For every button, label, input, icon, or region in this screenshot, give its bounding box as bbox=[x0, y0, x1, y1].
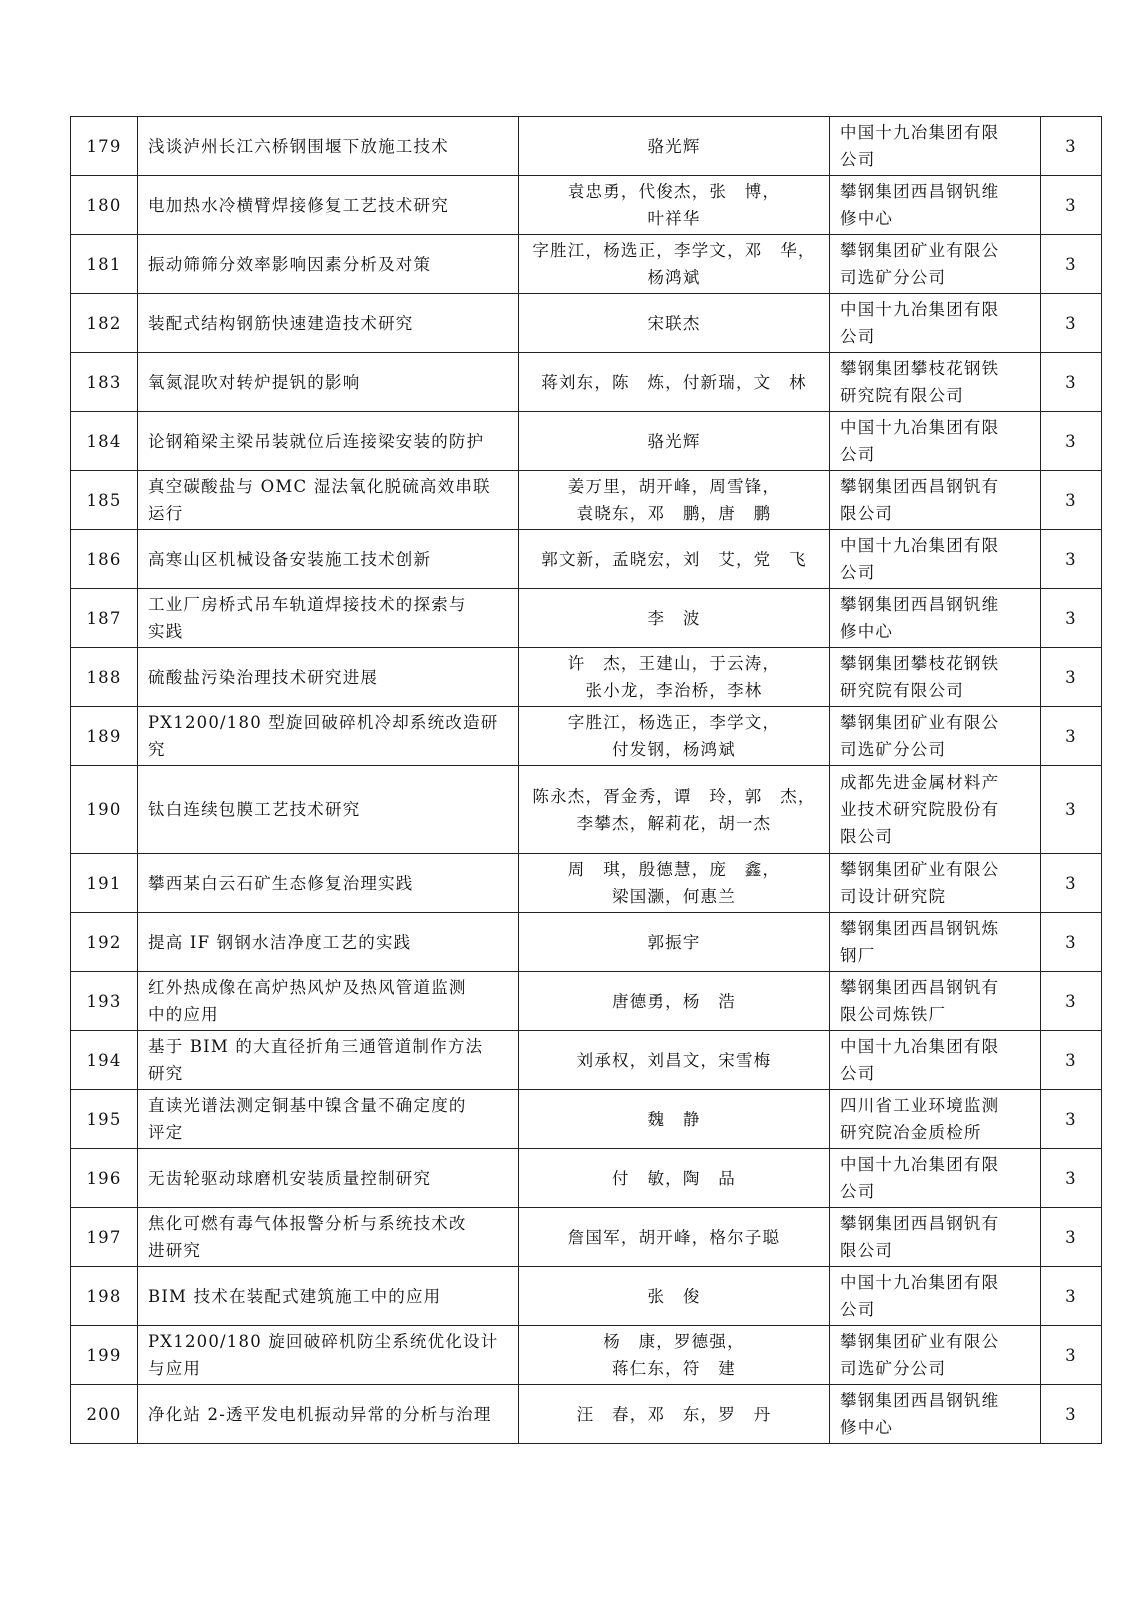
entry-number-cell bbox=[71, 1208, 138, 1267]
score-cell bbox=[1041, 972, 1102, 1031]
authors-cell bbox=[519, 176, 830, 235]
organization-cell bbox=[830, 913, 1041, 972]
table-row bbox=[71, 766, 1102, 854]
organization-cell bbox=[830, 1149, 1041, 1208]
organization-text: 攀钢集团矿业有限公 司选矿分公司 bbox=[840, 241, 1000, 287]
paper-title-cell bbox=[138, 648, 519, 707]
score-text: 3 bbox=[1065, 726, 1077, 746]
organization-text: 攀钢集团西昌钢钒维 修中心 bbox=[840, 595, 1000, 641]
score-text: 3 bbox=[1065, 549, 1077, 569]
entry-number-text: 190 bbox=[86, 800, 122, 819]
entry-number-text: 197 bbox=[86, 1227, 122, 1247]
organization-text: 攀钢集团矿业有限公 司选矿分公司 bbox=[840, 1332, 1000, 1378]
organization-text: 攀钢集团西昌钢钒炼 钢厂 bbox=[840, 919, 1000, 965]
authors-text: 蒋刘东，陈 炼，付新瑞，文 林 bbox=[541, 372, 807, 392]
table-row bbox=[71, 471, 1102, 530]
organization-cell bbox=[830, 854, 1041, 913]
organization-cell bbox=[830, 648, 1041, 707]
authors-cell bbox=[519, 913, 830, 972]
table-row bbox=[71, 353, 1102, 412]
authors-text: 袁忠勇，代俊杰，张 博， 叶祥华 bbox=[567, 182, 781, 228]
score-text: 3 bbox=[1065, 932, 1077, 952]
entry-number-cell bbox=[71, 589, 138, 648]
score-text: 3 bbox=[1065, 800, 1077, 819]
organization-cell bbox=[830, 707, 1041, 766]
score-text: 3 bbox=[1065, 1168, 1077, 1188]
organization-cell bbox=[830, 294, 1041, 353]
score-text: 3 bbox=[1065, 1227, 1077, 1247]
authors-text: 陈永杰，胥金秀，谭 玲，郭 杰， 李攀杰，解莉花，胡一杰 bbox=[532, 786, 816, 833]
authors-text: 付 敏，陶 品 bbox=[612, 1168, 736, 1188]
entry-number-cell bbox=[71, 1385, 138, 1444]
entry-number-text: 191 bbox=[86, 873, 122, 893]
paper-title-cell bbox=[138, 766, 519, 854]
organization-text: 攀钢集团西昌钢钒有 限公司 bbox=[840, 477, 1000, 523]
paper-title-text: 浅谈泸州长江六桥钢围堰下放施工技术 bbox=[148, 136, 449, 156]
authors-text: 杨 康，罗德强， 蒋仁东，符 建 bbox=[603, 1332, 745, 1378]
authors-cell bbox=[519, 648, 830, 707]
authors-text: 李 波 bbox=[647, 608, 701, 628]
score-text: 3 bbox=[1065, 136, 1077, 156]
score-cell bbox=[1041, 1031, 1102, 1090]
organization-text: 中国十九冶集团有限 公司 bbox=[840, 300, 1000, 346]
score-cell bbox=[1041, 1267, 1102, 1326]
entry-number-cell bbox=[71, 854, 138, 913]
authors-cell bbox=[519, 589, 830, 648]
table-row bbox=[71, 972, 1102, 1031]
score-cell bbox=[1041, 176, 1102, 235]
paper-title-cell bbox=[138, 854, 519, 913]
score-cell bbox=[1041, 471, 1102, 530]
score-text: 3 bbox=[1065, 195, 1077, 215]
paper-title-cell bbox=[138, 589, 519, 648]
organization-text: 成都先进金属材料产 业技术研究院股份有 限公司 bbox=[840, 773, 1000, 846]
authors-cell bbox=[519, 1208, 830, 1267]
entry-number-text: 184 bbox=[86, 431, 122, 451]
entry-number-cell bbox=[71, 1031, 138, 1090]
paper-title-cell bbox=[138, 1385, 519, 1444]
authors-text: 周 琪，殷德慧，庞 鑫， 梁国灏，何惠兰 bbox=[567, 860, 781, 906]
entry-number-text: 183 bbox=[86, 372, 122, 392]
entry-number-text: 189 bbox=[86, 726, 122, 746]
score-text: 3 bbox=[1065, 608, 1077, 628]
entry-number-text: 194 bbox=[86, 1050, 122, 1070]
entry-number-text: 192 bbox=[86, 932, 122, 952]
paper-title-text: 净化站 2-透平发电机振动异常的分析与治理 bbox=[148, 1404, 492, 1424]
authors-text: 魏 静 bbox=[647, 1109, 701, 1129]
score-cell bbox=[1041, 913, 1102, 972]
authors-cell bbox=[519, 235, 830, 294]
entry-number-cell bbox=[71, 412, 138, 471]
score-text: 3 bbox=[1065, 254, 1077, 274]
paper-title-text: 电加热水冷横臂焊接修复工艺技术研究 bbox=[148, 195, 449, 215]
table-row bbox=[71, 854, 1102, 913]
organization-text: 中国十九冶集团有限 公司 bbox=[840, 1273, 1000, 1319]
paper-title-text: 高寒山区机械设备安装施工技术创新 bbox=[148, 549, 432, 569]
score-text: 3 bbox=[1065, 313, 1077, 333]
paper-title-text: 基于 BIM 的大直径折角三通管道制作方法 研究 bbox=[148, 1037, 484, 1083]
score-cell bbox=[1041, 648, 1102, 707]
score-text: 3 bbox=[1065, 372, 1077, 392]
paper-title-cell bbox=[138, 412, 519, 471]
entry-number-text: 199 bbox=[86, 1345, 122, 1365]
entry-number-cell bbox=[71, 1267, 138, 1326]
paper-title-cell bbox=[138, 471, 519, 530]
entry-number-cell bbox=[71, 1090, 138, 1149]
score-cell bbox=[1041, 1149, 1102, 1208]
paper-title-cell bbox=[138, 972, 519, 1031]
score-text: 3 bbox=[1065, 1404, 1077, 1424]
table-row bbox=[71, 1149, 1102, 1208]
entry-number-text: 200 bbox=[86, 1404, 122, 1424]
authors-text: 刘承权，刘昌文，宋雪梅 bbox=[576, 1050, 772, 1070]
entry-number-text: 186 bbox=[86, 549, 122, 569]
organization-text: 攀钢集团攀枝花钢铁 研究院有限公司 bbox=[840, 359, 1000, 405]
organization-cell bbox=[830, 1267, 1041, 1326]
table-row bbox=[71, 913, 1102, 972]
authors-text: 许 杰，王建山，于云涛， 张小龙，李治桥，李林 bbox=[567, 654, 781, 700]
entry-number-text: 179 bbox=[86, 136, 122, 156]
paper-title-text: 焦化可燃有毒气体报警分析与系统技术改 进研究 bbox=[148, 1214, 467, 1260]
organization-text: 攀钢集团西昌钢钒维 修中心 bbox=[840, 182, 1000, 228]
paper-title-cell bbox=[138, 530, 519, 589]
authors-cell bbox=[519, 766, 830, 854]
score-text: 3 bbox=[1065, 873, 1077, 893]
entry-number-text: 187 bbox=[86, 608, 122, 628]
table-row bbox=[71, 235, 1102, 294]
paper-title-cell bbox=[138, 117, 519, 176]
organization-cell bbox=[830, 972, 1041, 1031]
organization-cell bbox=[830, 235, 1041, 294]
authors-cell bbox=[519, 707, 830, 766]
score-text: 3 bbox=[1065, 1109, 1077, 1129]
score-cell bbox=[1041, 117, 1102, 176]
organization-text: 攀钢集团攀枝花钢铁 研究院有限公司 bbox=[840, 654, 1000, 700]
organization-text: 攀钢集团矿业有限公 司选矿分公司 bbox=[840, 713, 1000, 759]
entry-number-text: 180 bbox=[86, 195, 122, 215]
paper-title-text: 直读光谱法测定铜基中镍含量不确定度的 评定 bbox=[148, 1096, 467, 1142]
entry-number-cell bbox=[71, 1326, 138, 1385]
entry-number-cell bbox=[71, 766, 138, 854]
organization-text: 中国十九冶集团有限 公司 bbox=[840, 1155, 1000, 1201]
score-cell bbox=[1041, 589, 1102, 648]
score-cell bbox=[1041, 412, 1102, 471]
paper-title-cell bbox=[138, 176, 519, 235]
paper-title-text: 振动筛筛分效率影响因素分析及对策 bbox=[148, 254, 432, 274]
paper-title-text: BIM 技术在装配式建筑施工中的应用 bbox=[148, 1286, 442, 1306]
paper-title-cell bbox=[138, 707, 519, 766]
organization-cell bbox=[830, 117, 1041, 176]
table-row bbox=[71, 1267, 1102, 1326]
authors-text: 张 俊 bbox=[647, 1286, 701, 1306]
entry-number-cell bbox=[71, 1149, 138, 1208]
entry-number-cell bbox=[71, 972, 138, 1031]
entry-number-cell bbox=[71, 648, 138, 707]
paper-title-text: 提高 IF 钢钢水洁净度工艺的实践 bbox=[148, 932, 412, 952]
paper-title-text: PX1200/180 型旋回破碎机冷却系统改造研究 bbox=[148, 713, 499, 759]
authors-cell bbox=[519, 854, 830, 913]
authors-text: 骆光辉 bbox=[647, 431, 701, 451]
score-cell bbox=[1041, 235, 1102, 294]
authors-cell bbox=[519, 1090, 830, 1149]
paper-title-text: 钛白连续包膜工艺技术研究 bbox=[148, 800, 361, 819]
entry-number-cell bbox=[71, 530, 138, 589]
organization-cell bbox=[830, 1090, 1041, 1149]
paper-title-text: 工业厂房桥式吊车轨道焊接技术的探索与 实践 bbox=[148, 595, 467, 641]
score-cell bbox=[1041, 353, 1102, 412]
organization-cell bbox=[830, 1031, 1041, 1090]
organization-cell bbox=[830, 353, 1041, 412]
paper-title-cell bbox=[138, 1326, 519, 1385]
table-row bbox=[71, 707, 1102, 766]
organization-cell bbox=[830, 1326, 1041, 1385]
paper-title-cell bbox=[138, 294, 519, 353]
authors-text: 骆光辉 bbox=[647, 136, 701, 156]
authors-cell bbox=[519, 412, 830, 471]
entry-number-cell bbox=[71, 235, 138, 294]
organization-cell bbox=[830, 589, 1041, 648]
table-row bbox=[71, 294, 1102, 353]
score-cell bbox=[1041, 854, 1102, 913]
score-cell bbox=[1041, 1090, 1102, 1149]
organization-text: 攀钢集团西昌钢钒有 限公司 bbox=[840, 1214, 1000, 1260]
authors-cell bbox=[519, 1267, 830, 1326]
table-row bbox=[71, 1208, 1102, 1267]
entry-number-text: 195 bbox=[86, 1109, 122, 1129]
score-text: 3 bbox=[1065, 1050, 1077, 1070]
entry-number-cell bbox=[71, 117, 138, 176]
paper-title-text: 装配式结构钢筋快速建造技术研究 bbox=[148, 313, 414, 333]
table-row bbox=[71, 1090, 1102, 1149]
table-row bbox=[71, 117, 1102, 176]
authors-cell bbox=[519, 117, 830, 176]
organization-cell bbox=[830, 412, 1041, 471]
table-row bbox=[71, 589, 1102, 648]
entry-number-cell bbox=[71, 294, 138, 353]
authors-text: 字胜江，杨选正，李学文， 付发钢，杨鸿斌 bbox=[567, 713, 781, 759]
authors-text: 汪 春，邓 东，罗 丹 bbox=[576, 1404, 772, 1424]
authors-text: 姜万里，胡开峰，周雪锋， 袁晓东，邓 鹏，唐 鹏 bbox=[567, 477, 781, 523]
paper-title-cell bbox=[138, 1208, 519, 1267]
organization-text: 中国十九冶集团有限 公司 bbox=[840, 418, 1000, 464]
authors-text: 唐德勇，杨 浩 bbox=[612, 991, 736, 1011]
entry-number-text: 198 bbox=[86, 1286, 122, 1306]
paper-title-cell bbox=[138, 913, 519, 972]
entry-number-text: 185 bbox=[86, 490, 122, 510]
score-cell bbox=[1041, 1326, 1102, 1385]
authors-cell bbox=[519, 471, 830, 530]
authors-cell bbox=[519, 1385, 830, 1444]
entry-number-text: 196 bbox=[86, 1168, 122, 1188]
organization-text: 中国十九冶集团有限 公司 bbox=[840, 536, 1000, 582]
entry-number-cell bbox=[71, 913, 138, 972]
table-row bbox=[71, 1326, 1102, 1385]
table-row bbox=[71, 1385, 1102, 1444]
score-text: 3 bbox=[1065, 431, 1077, 451]
score-text: 3 bbox=[1065, 991, 1077, 1011]
organization-text: 攀钢集团西昌钢钒维 修中心 bbox=[840, 1391, 1000, 1437]
organization-text: 攀钢集团西昌钢钒有 限公司炼铁厂 bbox=[840, 978, 1000, 1024]
results-table bbox=[70, 116, 1102, 1444]
authors-cell bbox=[519, 972, 830, 1031]
score-text: 3 bbox=[1065, 490, 1077, 510]
entry-number-cell bbox=[71, 707, 138, 766]
authors-text: 宋联杰 bbox=[647, 313, 701, 333]
authors-cell bbox=[519, 1149, 830, 1208]
table-row bbox=[71, 530, 1102, 589]
paper-title-text: PX1200/180 旋回破碎机防尘系统优化设计 与应用 bbox=[148, 1332, 499, 1378]
entry-number-cell bbox=[71, 353, 138, 412]
entry-number-text: 182 bbox=[86, 313, 122, 333]
organization-text: 四川省工业环境监测 研究院冶金质检所 bbox=[840, 1096, 1000, 1142]
entry-number-text: 193 bbox=[86, 991, 122, 1011]
authors-text: 郭文新，孟晓宏，刘 艾，党 飞 bbox=[541, 549, 807, 569]
entry-number-text: 188 bbox=[86, 667, 122, 687]
paper-title-cell bbox=[138, 1031, 519, 1090]
entry-number-text: 181 bbox=[86, 254, 122, 274]
organization-cell bbox=[830, 176, 1041, 235]
authors-text: 郭振宇 bbox=[647, 932, 701, 952]
paper-title-cell bbox=[138, 235, 519, 294]
score-cell bbox=[1041, 294, 1102, 353]
table-row bbox=[71, 1031, 1102, 1090]
table-row bbox=[71, 176, 1102, 235]
organization-cell bbox=[830, 530, 1041, 589]
organization-cell bbox=[830, 766, 1041, 854]
paper-title-cell bbox=[138, 1267, 519, 1326]
score-cell bbox=[1041, 530, 1102, 589]
score-text: 3 bbox=[1065, 1286, 1077, 1306]
paper-title-cell bbox=[138, 1149, 519, 1208]
organization-cell bbox=[830, 1385, 1041, 1444]
paper-title-text: 红外热成像在高炉热风炉及热风管道监测 中的应用 bbox=[148, 978, 467, 1024]
authors-cell bbox=[519, 353, 830, 412]
score-cell bbox=[1041, 766, 1102, 854]
paper-title-cell bbox=[138, 353, 519, 412]
organization-text: 中国十九冶集团有限 公司 bbox=[840, 1037, 1000, 1083]
paper-title-text: 攀西某白云石矿生态修复治理实践 bbox=[148, 873, 414, 893]
table-row bbox=[71, 412, 1102, 471]
organization-cell bbox=[830, 1208, 1041, 1267]
score-cell bbox=[1041, 1385, 1102, 1444]
table-row bbox=[71, 648, 1102, 707]
paper-title-text: 无齿轮驱动球磨机安装质量控制研究 bbox=[148, 1168, 432, 1188]
organization-text: 中国十九冶集团有限 公司 bbox=[840, 123, 1000, 169]
score-cell bbox=[1041, 1208, 1102, 1267]
organization-cell bbox=[830, 471, 1041, 530]
paper-title-text: 论钢箱梁主梁吊装就位后连接梁安装的防护 bbox=[148, 431, 485, 451]
authors-text: 詹国军，胡开峰，格尔子聪 bbox=[567, 1227, 781, 1247]
entry-number-cell bbox=[71, 176, 138, 235]
paper-title-text: 硫酸盐污染治理技术研究进展 bbox=[148, 667, 379, 687]
authors-text: 字胜江，杨选正，李学文，邓 华， 杨鸿斌 bbox=[532, 241, 816, 287]
entry-number-cell bbox=[71, 471, 138, 530]
paper-title-text: 真空碳酸盐与 OMC 湿法氧化脱硫高效串联 运行 bbox=[148, 477, 491, 523]
score-text: 3 bbox=[1065, 667, 1077, 687]
authors-cell bbox=[519, 1031, 830, 1090]
score-cell bbox=[1041, 707, 1102, 766]
results-table-body bbox=[71, 117, 1102, 1444]
authors-cell bbox=[519, 1326, 830, 1385]
authors-cell bbox=[519, 294, 830, 353]
organization-text: 攀钢集团矿业有限公 司设计研究院 bbox=[840, 860, 1000, 906]
paper-title-cell bbox=[138, 1090, 519, 1149]
score-text: 3 bbox=[1065, 1345, 1077, 1365]
paper-title-text: 氧氮混吹对转炉提钒的影响 bbox=[148, 372, 361, 392]
authors-cell bbox=[519, 530, 830, 589]
